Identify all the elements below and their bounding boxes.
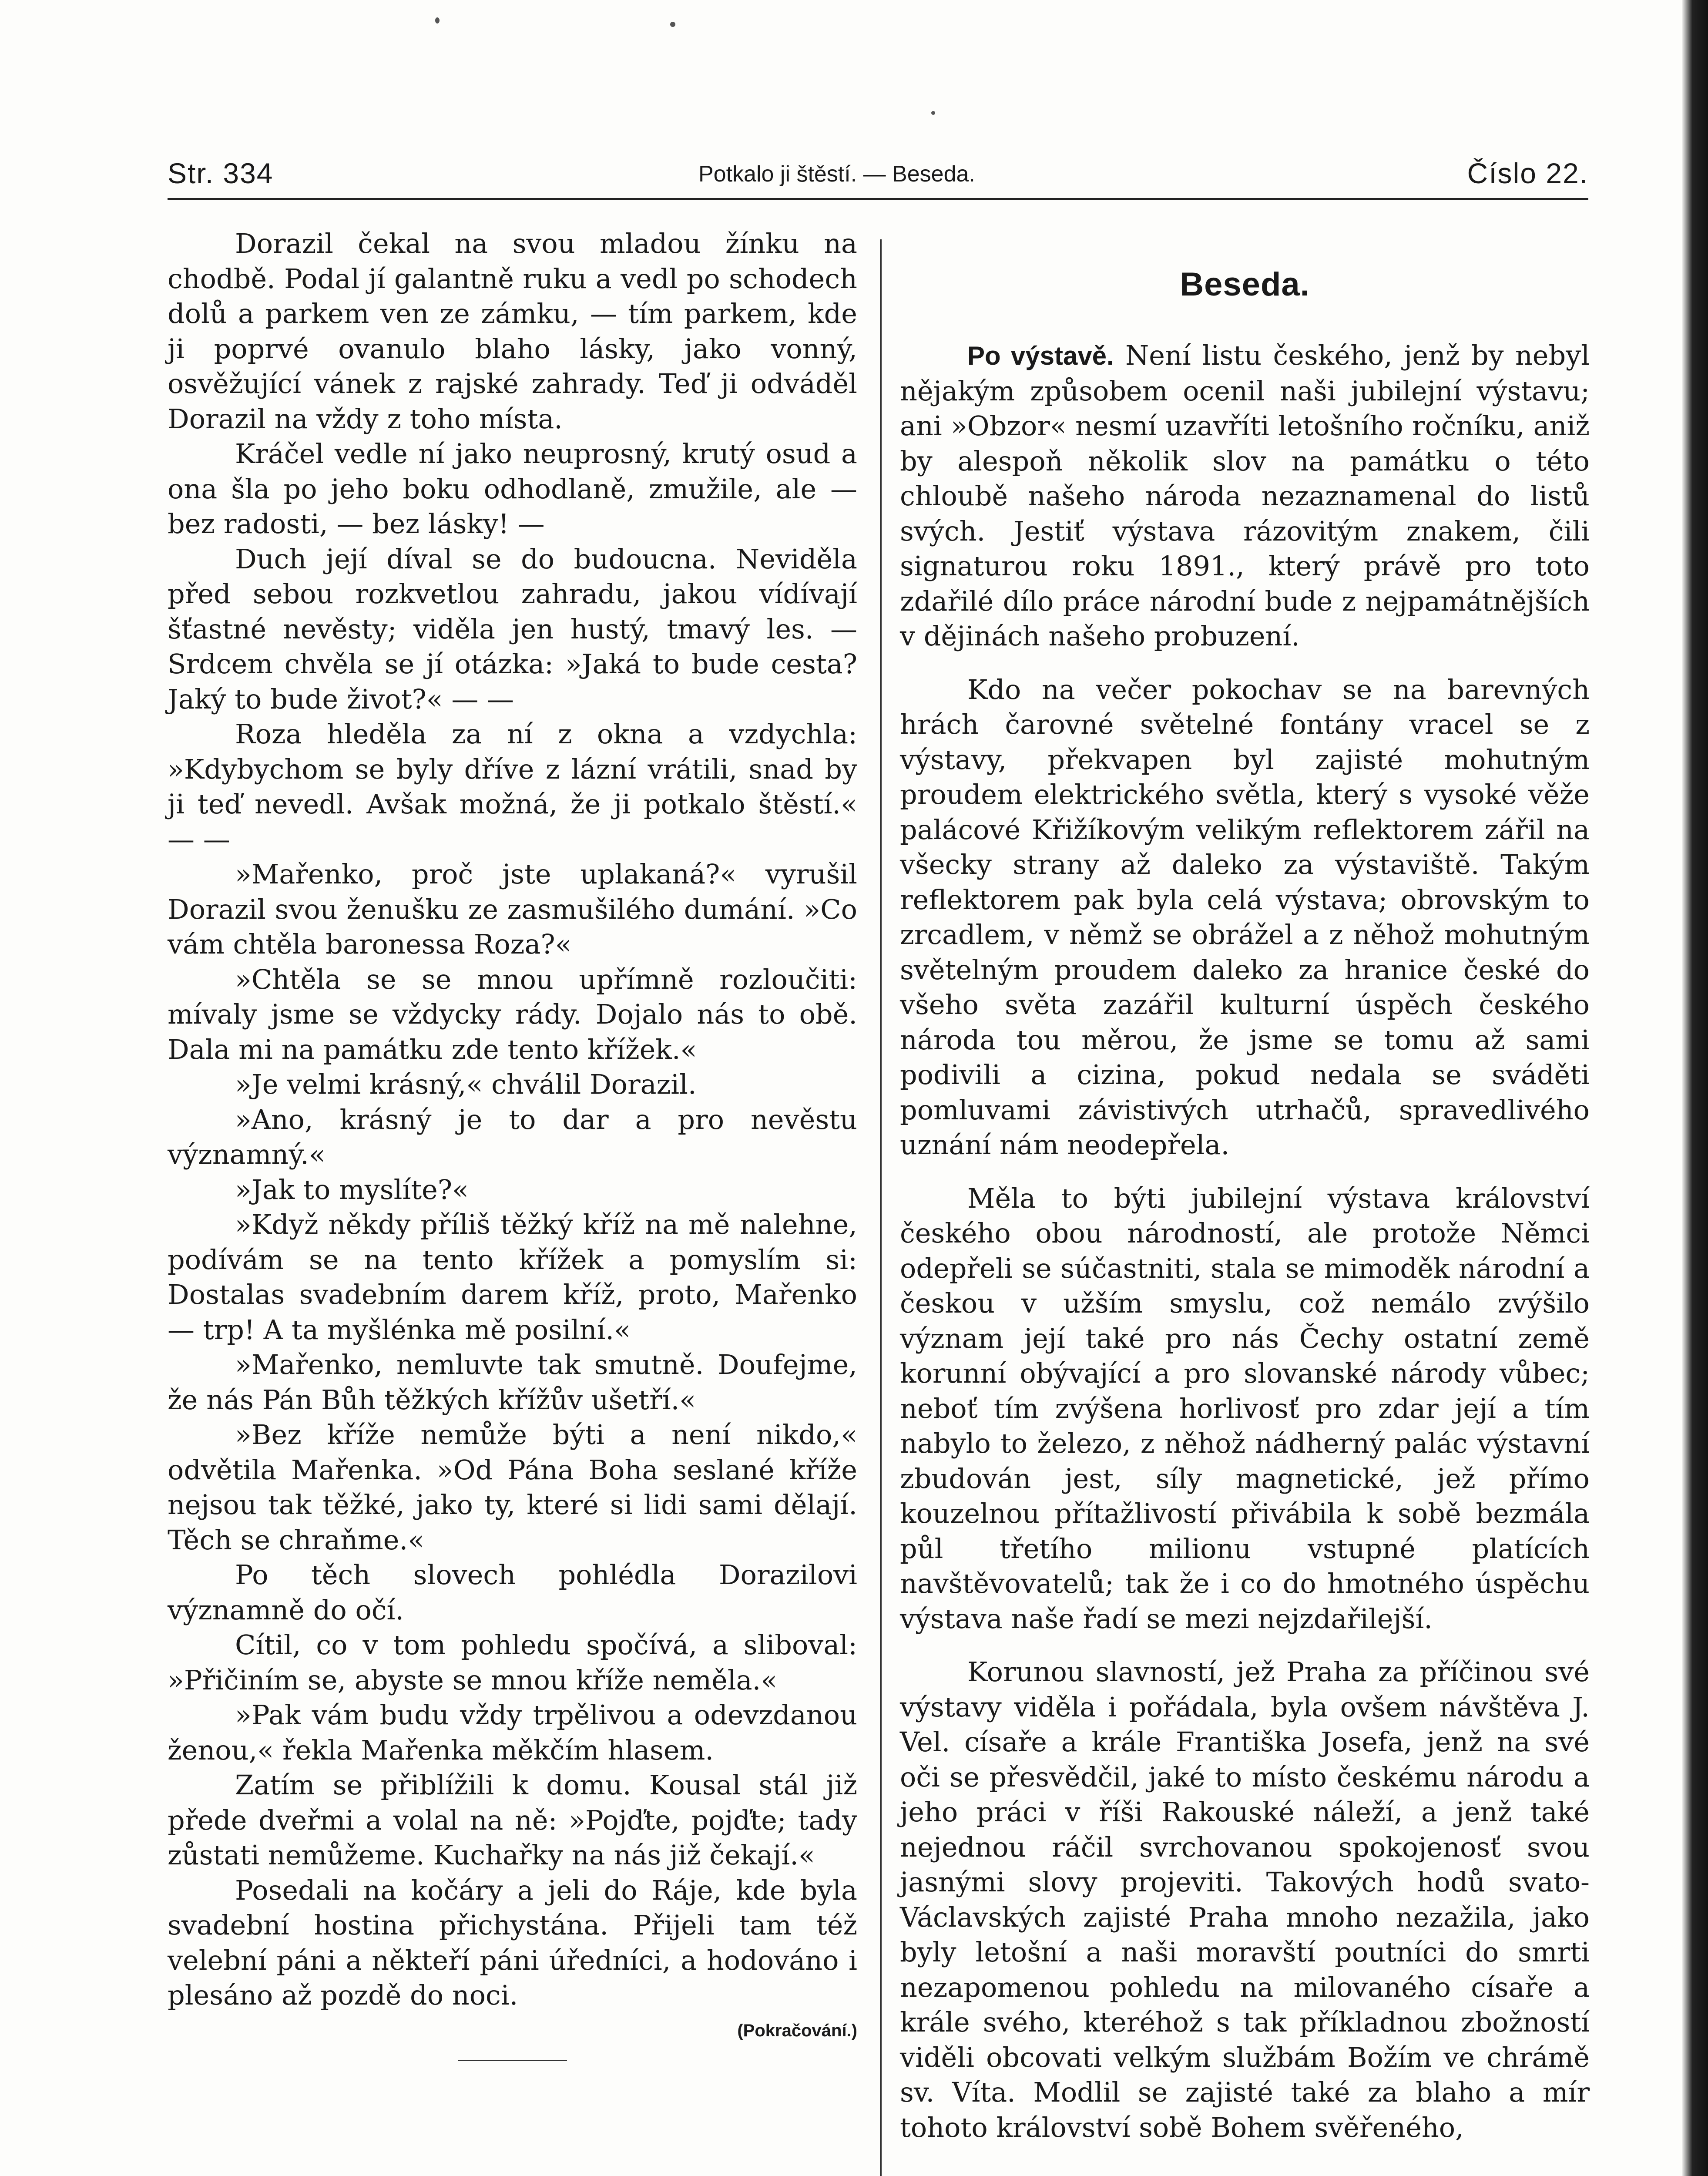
story-paragraph: »Mařenko, proč jste uplakaná?« vyrušil Dorazil svou ženušku ze zasmušilého dumání. »Co vám chtěla baronessa Roza?«: [168, 858, 857, 960]
right-column: [900, 226, 1590, 2163]
running-header: [168, 152, 1588, 200]
story-paragraph: »Ano, krásný je to dar a pro nevěstu významný.«: [168, 1103, 857, 1170]
article-paragraph: Měla to býti jubilejní výstava království českého obou národností, ale protože Němci odepřeli se súčastniti, stala se mimoděk národní a českou v užším smyslu, což nemálo zvýšilo význam její také pro nás Čechy ostatní země korunní obývající a pro slovanské národy vůbec; neboť tím zvýšena horlivosť pro zdar její a tím nabylo to železo, z něhož nádherný palác výstavní zbudován jest, síly magnetické, jež přímo kouzelnou přítažlivostí přivábila k sobě bezmála půl třetího milionu vstupné platících navštěvovatelů; tak že i co do hmotného úspěchu výstava naše řadí se mezi nejzdařilejší.: [900, 1182, 1590, 1635]
story-paragraph: »Bez kříže nemůže býti a není nikdo,« odvětila Mařenka. »Od Pána Boha seslané kříže nejsou tak těžké, jako ty, které si lidi sami dělají. Těch se chraňme.«: [168, 1419, 857, 1556]
story-paragraph: Kráčel vedle ní jako neuprosný, krutý osud a ona šla po jeho boku odhodlaně, zmužile, ale — bez radosti, — bez lásky! —: [168, 438, 857, 540]
section-heading: Beseda.: [1180, 266, 1310, 303]
article-paragraph: Korunou slavností, jež Praha za příčinou své výstavy viděla i pořádala, byla ovšem návštěva J. Vel. císaře a krále Františka Josefa, jenž na své oči se přesvědčil, jaké to místo českému národu a jeho práci v říši Rakouské náleží, a jenž také nejednou ráčil svrchovanou spokojenosť svou jasnými slovy projeviti. Takových hodů svato-Václavských zajisté Praha mnoho nezažila, jako byly letošní a naši moravští poutníci do smrti nezapomenou pohledu na milovaného císaře a krále svého, kteréhož s tak příkladnou zbožností viděli obcovati velkým službám Božím ve chrámě sv. Víta. Modlil se zajisté také za blaho a mír tohoto království sobě Bohem svěřeného,: [900, 1656, 1590, 2143]
article-paragraph-text: Není listu českého, jenž by nebyl nějakým způsobem ocenil naši jubilejní výstavu; ani »Obzor« nesmí uzavříti letošního ročníku, aniž by alespoň několik slov na památku o této chloubě našeho národa nezaznamenal do listů svých. Jestiť výstava rázovitým znakem, čili signaturou roku 1891., který právě pro toto zdařilé dílo práce národní bude z nejpamátnějších v dějinách našeho probuzení.: [900, 339, 1590, 652]
story-paragraph: Duch její díval se do budoucna. Neviděla před sebou rozkvetlou zahradu, jakou vídívají šťastné nevěsty; viděla jen hustý, tmavý les. — Srdcem chvěla se jí otázka: »Jaká to bude cesta? Jaký to bude život?« — —: [168, 543, 857, 715]
story-paragraph: »Chtěla se se mnou upřímně rozloučiti: mívaly jsme se vždycky rády. Dojalo nás to obě. Dala mi na památku zde tento křížek.«: [168, 963, 857, 1065]
header-rule: [168, 198, 1588, 200]
page-edge-shadow: [1682, 0, 1708, 2176]
story-paragraph: »Když někdy příliš těžký kříž na mě nalehne, podívám se na tento křížek a pomyslím si: Dostalas svadebním darem kříž, proto, Mařenko — trp! A ta myšlénka mě posilní.«: [168, 1209, 857, 1346]
column-divider: [880, 239, 882, 2176]
story-paragraph: Roza hleděla za ní z okna a vzdychla: »Kdybychom se byly dříve z lázní vrátili, snad by ji teď nevedl. Avšak možná, že ji potkalo štěstí.« — —: [168, 718, 857, 855]
story-paragraph: Cítil, co v tom pohledu spočívá, a sliboval: »Přičiním se, abyste se mnou kříže neměla.«: [168, 1629, 857, 1696]
article-lead-in: Po výstavě.: [967, 341, 1114, 370]
article-paragraph: Kdo na večer pokochav se na barevných hrách čarovné světelné fontány vracel se z výstavy, překvapen byl zajisté mohutným proudem elektrického světla, který s vysoké věže palácové Křižíkovým velikým reflektorem zářil na všecky strany až daleko za výstaviště. Takým reflektorem pak byla celá výstava; obrovským to zrcadlem, v němž se obrážel a z něhož mohutným světelným proudem daleko za hranice české do všeho světa zazářil kulturní úspěch českého národa tou měrou, že jsme se tomu až sami podivili a cizina, pokud nedala se sváděti pomluvami závistivých utrhačů, spravedlivého uznání nám neodepřela.: [900, 673, 1590, 1161]
story-paragraph: Posedali na kočáry a jeli do Ráje, kde byla svadební hostina přichystána. Přijeli tam též velební páni a někteří páni úředníci, a hodováno i plesáno až pozdě do noci.: [168, 1874, 857, 2011]
story-paragraph: »Pak vám budu vždy trpělivou a odevzdanou ženou,« řekla Mařenka měkčím hlasem.: [168, 1699, 857, 1766]
print-speck: [931, 111, 935, 115]
story-paragraph: Dorazil čekal na svou mladou žínku na chodbě. Podal jí galantně ruku a vedl po schodech dolů a parkem ven ze zámku, — tím parkem, kde ji poprvé ovanulo blaho lásky, jako vonný, osvěžující vánek z rajské zahrady. Teď ji odváděl Dorazil na vždy z toho místa.: [168, 228, 857, 435]
story-paragraph: Po těch slovech pohlédla Dorazilovi významně do očí.: [168, 1559, 857, 1626]
story-paragraph: »Je velmi krásný,« chválil Dorazil.: [235, 1068, 697, 1100]
story-paragraph: »Mařenko, nemluvte tak smutně. Doufejme, že nás Pán Bůh těžkých křížův ušetří.«: [168, 1349, 857, 1416]
story-end-rule: [458, 2060, 567, 2061]
left-column: [168, 226, 857, 2061]
article-paragraph: [900, 338, 1590, 654]
running-title: Potkalo ji štěstí. — Beseda.: [698, 161, 975, 187]
story-paragraph: Zatím se přiblížili k domu. Kousal stál již přede dveřmi a volal na ně: »Pojďte, pojďte; tady zůstati nemůžeme. Kuchařky na nás již čekají.«: [168, 1769, 857, 1871]
issue-number: Číslo 22.: [1467, 157, 1588, 189]
page-number: Str. 334: [168, 157, 274, 189]
continued-note: (Pokračování.): [737, 2021, 857, 2040]
print-speck: [435, 17, 440, 24]
story-paragraph: »Jak to myslíte?«: [235, 1173, 469, 1206]
print-speck: [670, 22, 675, 27]
